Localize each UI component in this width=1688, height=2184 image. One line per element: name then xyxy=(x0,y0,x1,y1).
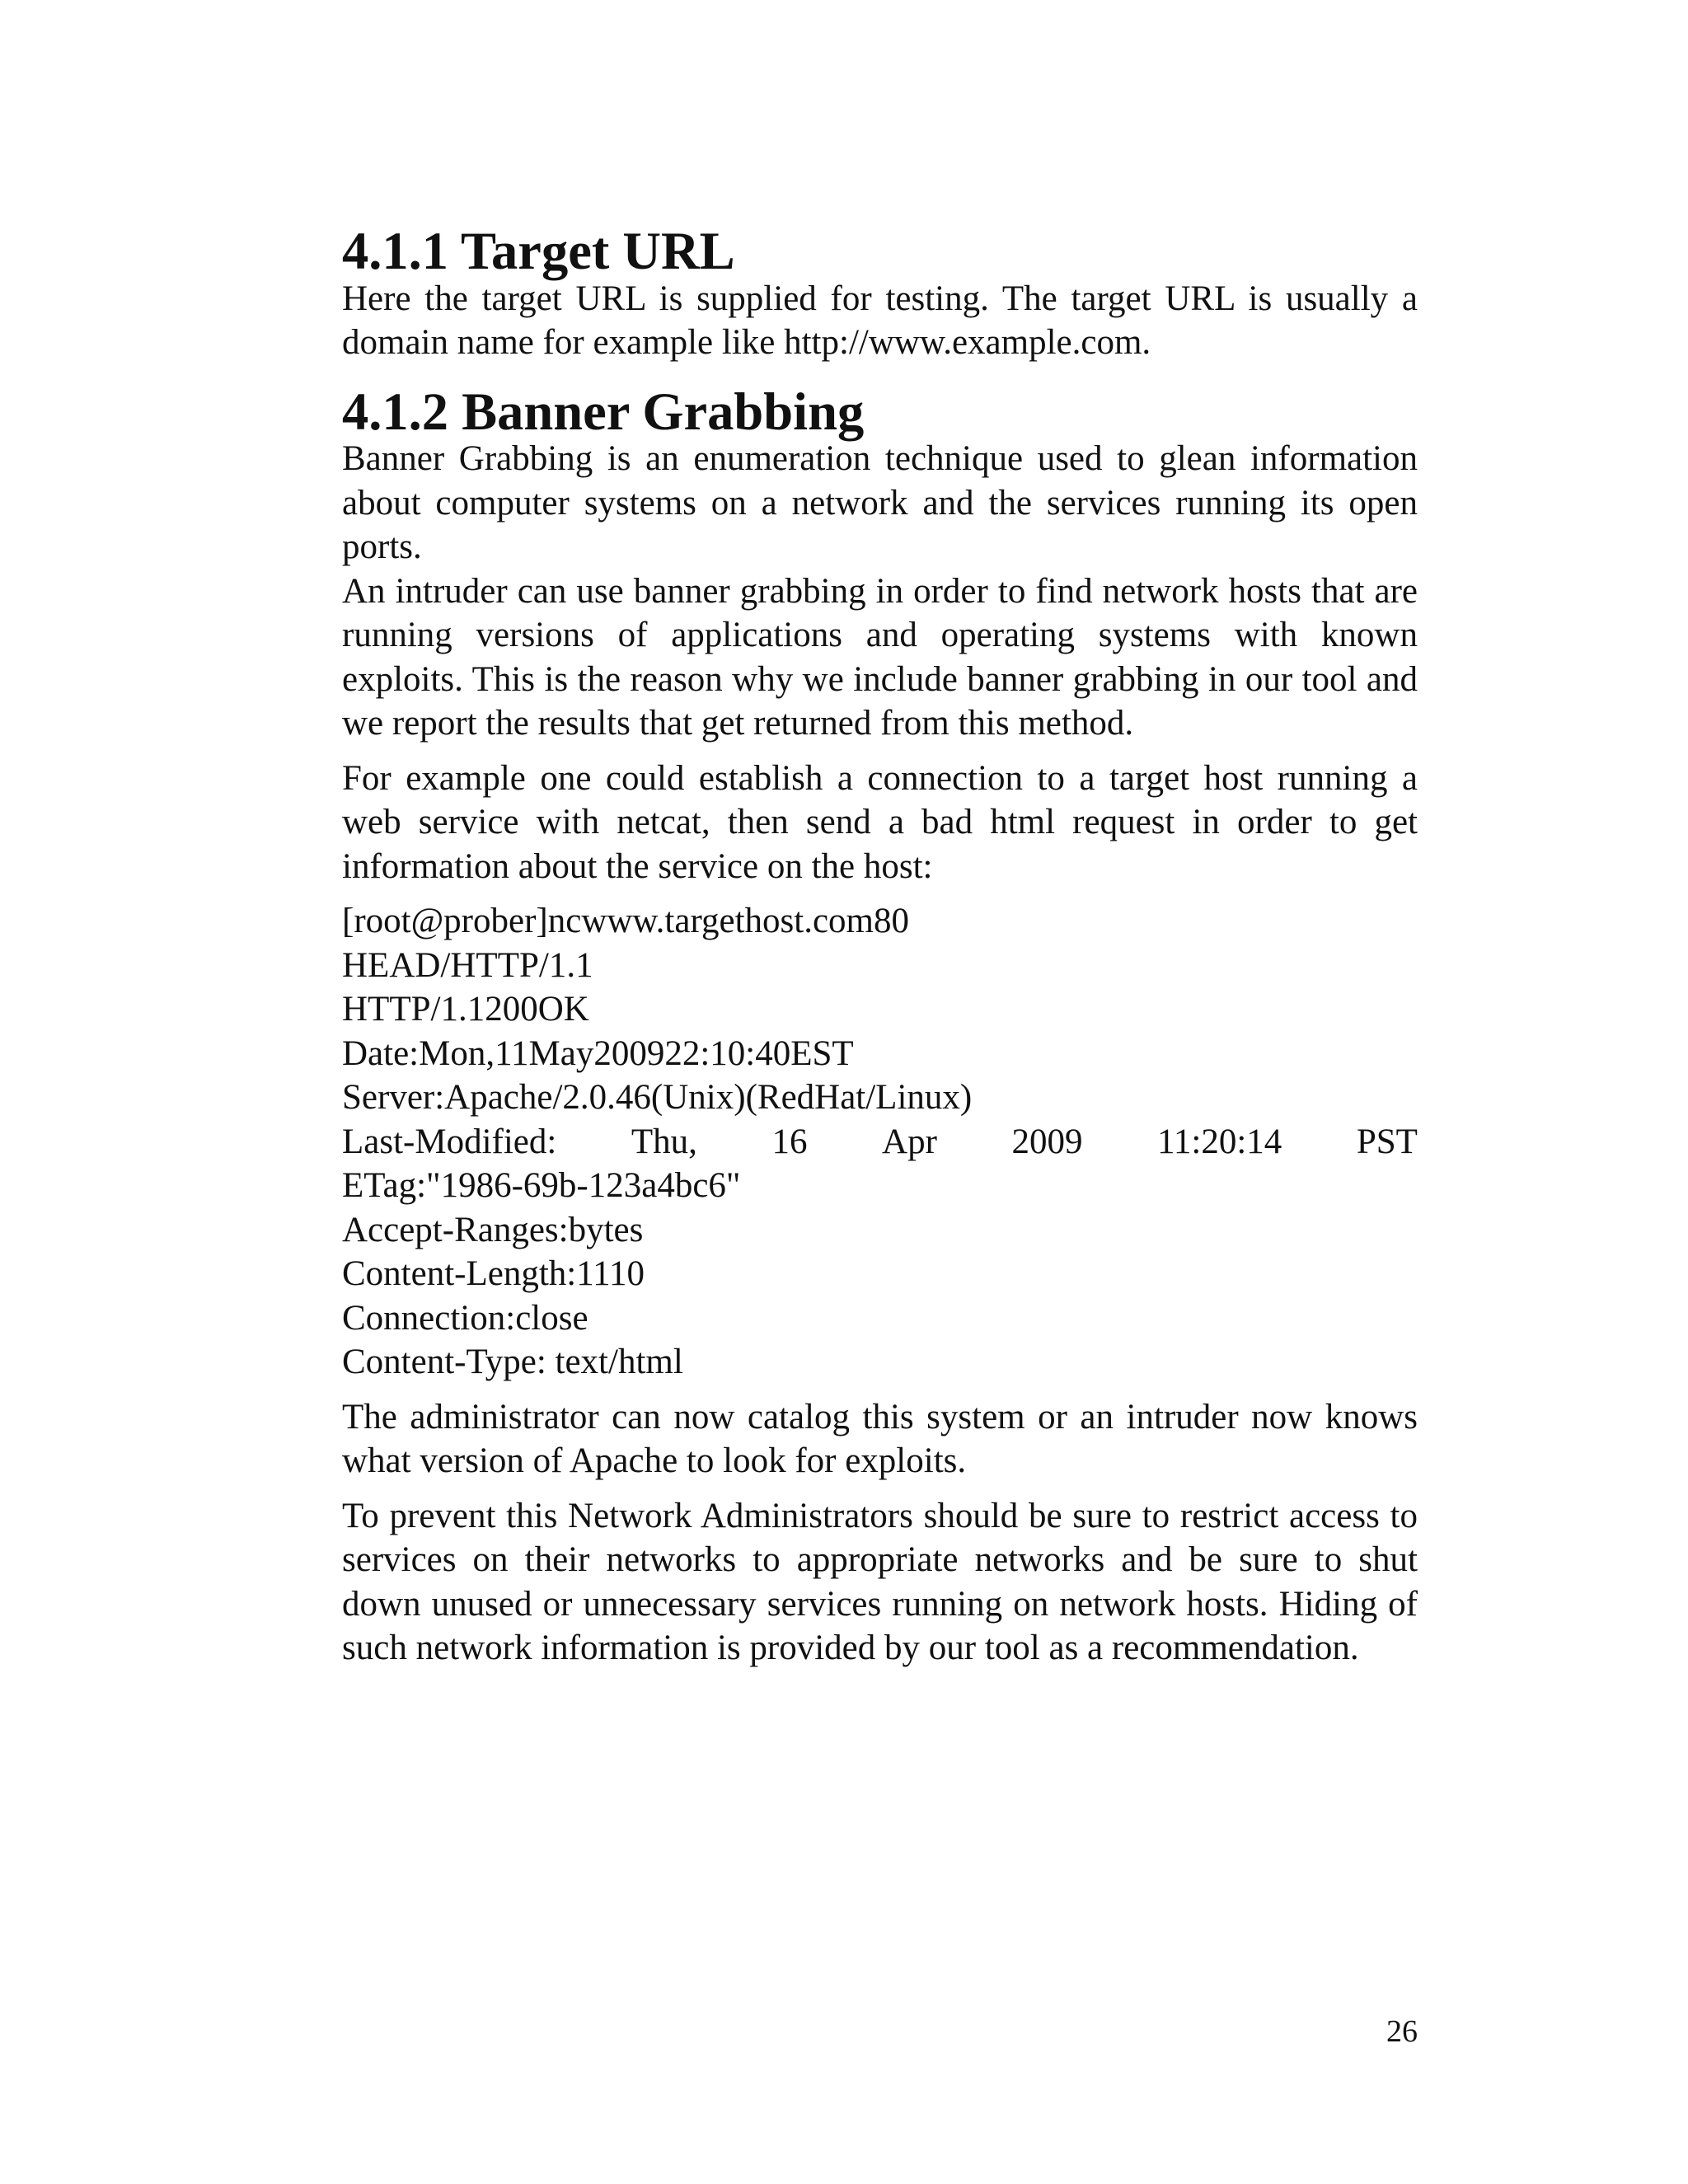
banner-definition-paragraph: Banner Grabbing is an enumeration technique used to glean information about computer systems on a network and the services running its open ports. xyxy=(342,439,1418,566)
last-modified-token: Thu, xyxy=(631,1122,697,1161)
banner-line: Content-Length:1110 xyxy=(342,1254,645,1293)
banner-line: ETag:"1986-69b-123a4bc6" xyxy=(342,1166,741,1205)
last-modified-token: Apr xyxy=(882,1122,937,1161)
section-heading-target-url: 4.1.1 Target URL xyxy=(342,222,735,280)
banner-line: Connection:close xyxy=(342,1298,588,1338)
banner-line-last-modified xyxy=(342,1120,1418,1165)
last-modified-token: 2009 xyxy=(1011,1122,1083,1161)
banner-output xyxy=(342,899,1418,1385)
last-modified-token: 11:20:14 xyxy=(1156,1122,1282,1161)
document-page xyxy=(342,222,1418,1671)
target-url-paragraph: Here the target URL is supplied for testing. The target URL is usually a domain name for example like http://www.example.com. xyxy=(342,279,1418,362)
banner-line: Accept-Ranges:bytes xyxy=(342,1210,644,1249)
intruder-paragraph: An intruder can use banner grabbing in order to find network hosts that are running versions of applications and operating systems with known exploits. This is the reason why we include banner grabbing in our tool and we report the results that get returned from this method. xyxy=(342,571,1418,743)
banner-line: [root@prober]ncwww.targethost.com80 xyxy=(342,902,909,940)
prevention-paragraph: To prevent this Network Administrators should be sure to restrict access to services on their networks to appropriate networks and be sure to shut down unused or unnecessary services running on network hosts. Hiding of such network information is provided by our tool as a recommendation. xyxy=(342,1496,1418,1667)
banner-line: Server:Apache/2.0.46(Unix)(RedHat/Linux) xyxy=(342,1078,973,1117)
page-number: 26 xyxy=(1386,2014,1418,2049)
netcat-example-paragraph: For example one could establish a connection to a target host running a web service with netcat, then send a bad html request in order to get information about the service on the host: xyxy=(342,758,1418,886)
last-modified-token: 16 xyxy=(771,1122,808,1161)
administrator-paragraph: The administrator can now catalog this system or an intruder now knows what version of Apache to look for exploits. xyxy=(342,1397,1418,1480)
last-modified-token: Last-Modified: xyxy=(342,1122,557,1161)
banner-line: Date:Mon,11May200922:10:40EST xyxy=(342,1033,854,1073)
section-heading-banner-grabbing: 4.1.2 Banner Grabbing xyxy=(342,382,865,441)
banner-line: Content-Type: text/html xyxy=(342,1343,683,1381)
banner-line: HEAD/HTTP/1.1 xyxy=(342,945,593,985)
banner-line: HTTP/1.1200OK xyxy=(342,990,589,1029)
last-modified-token: PST xyxy=(1356,1122,1418,1161)
